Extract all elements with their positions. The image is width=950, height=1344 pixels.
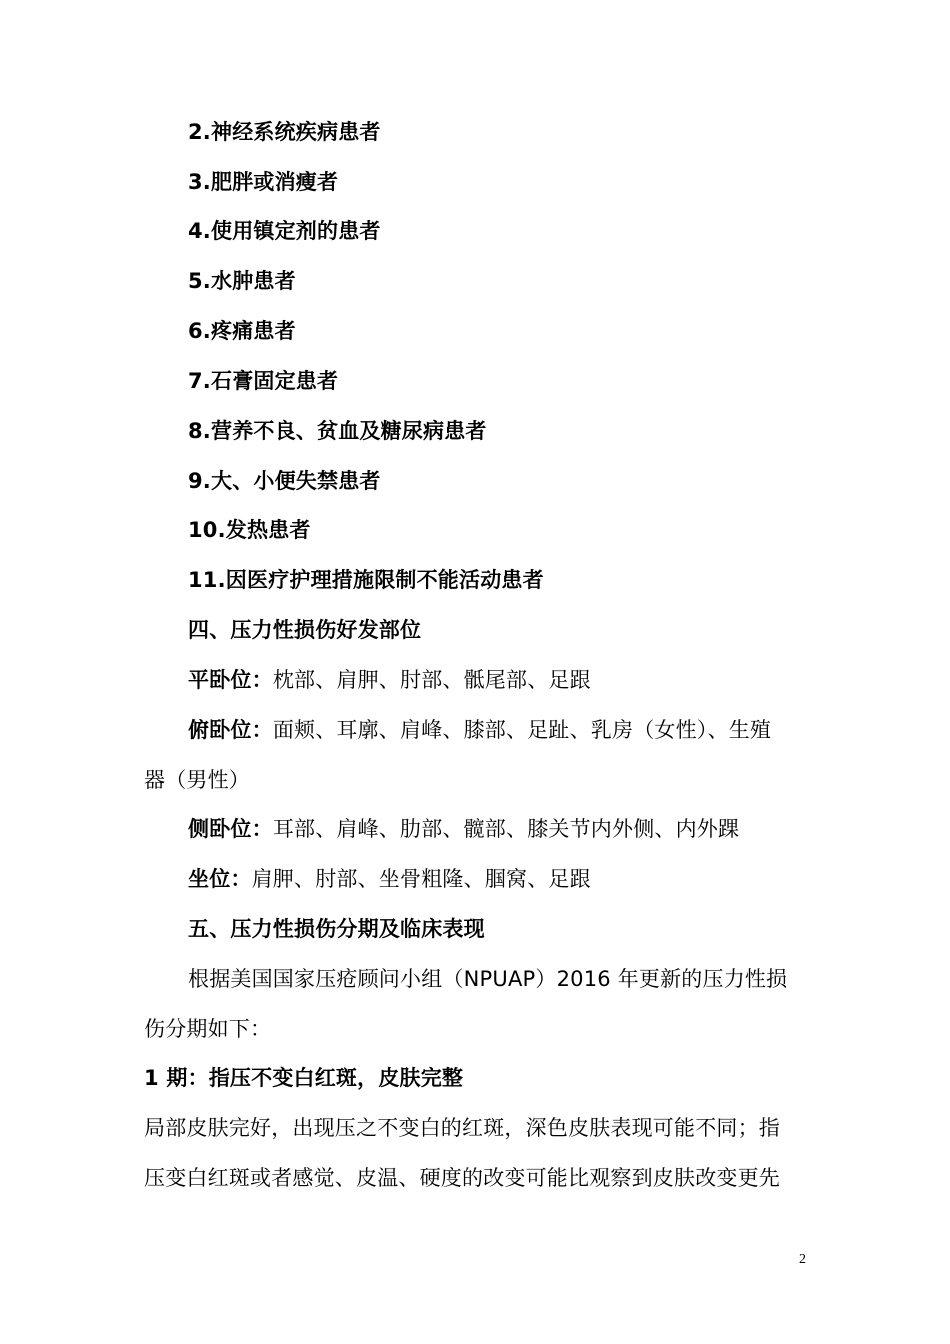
- section5-intro-line2: 伤分期如下：: [144, 1017, 272, 1041]
- lateral-sites: 耳部、肩峰、肋部、髋部、膝关节内外侧、内外踝: [272, 817, 740, 841]
- risk-item-11: 11.因医疗护理措施限制不能活动患者: [188, 568, 544, 592]
- section5-heading: 五、压力性损伤分期及临床表现: [188, 917, 485, 941]
- risk-item-8: 8.营养不良、贫血及糖尿病患者: [188, 419, 487, 443]
- stage1-heading: 1 期：指压不变白红斑，皮肤完整: [144, 1066, 464, 1090]
- section4-heading: 四、压力性损伤好发部位: [188, 618, 422, 642]
- risk-item-6: 6.疼痛患者: [188, 319, 296, 343]
- stage1-description-line1: 局部皮肤完好，出现压之不变白的红斑，深色皮肤表现可能不同；指: [144, 1116, 780, 1140]
- supine-position-line: [188, 665, 591, 695]
- risk-item-10: 10.发热患者: [188, 518, 311, 542]
- prone-sites: 面颊、耳廓、肩峰、膝部、足趾、乳房（女性）、生殖: [272, 718, 772, 742]
- page-number: 2: [799, 1252, 806, 1267]
- sitting-label: 坐位：: [188, 867, 252, 891]
- risk-item-7: 7.石膏固定患者: [188, 369, 339, 393]
- stage1-description-line2: 压变白红斑或者感觉、皮温、硬度的改变可能比观察到皮肤改变更先: [144, 1166, 780, 1190]
- prone-position-line: [188, 715, 771, 745]
- sitting-position-line: [188, 864, 591, 894]
- lateral-position-line: [188, 814, 739, 844]
- risk-item-2: 2.神经系统疾病患者: [188, 120, 381, 144]
- sitting-sites: 肩胛、肘部、坐骨粗隆、腘窝、足跟: [251, 867, 591, 891]
- section5-intro-line1: 根据美国国家压疮顾问小组（NPUAP）2016 年更新的压力性损: [188, 967, 788, 991]
- supine-sites: 枕部、肩胛、肘部、骶尾部、足跟: [272, 668, 591, 692]
- risk-item-4: 4.使用镇定剂的患者: [188, 219, 381, 243]
- risk-item-3: 3.肥胖或消瘦者: [188, 170, 339, 194]
- prone-sites-continued: 器（男性）: [144, 768, 250, 792]
- lateral-label: 侧卧位：: [188, 817, 273, 841]
- prone-label: 俯卧位：: [188, 718, 273, 742]
- risk-item-5: 5.水肿患者: [188, 269, 296, 293]
- risk-item-9: 9.大、小便失禁患者: [188, 469, 381, 493]
- supine-label: 平卧位：: [188, 668, 273, 692]
